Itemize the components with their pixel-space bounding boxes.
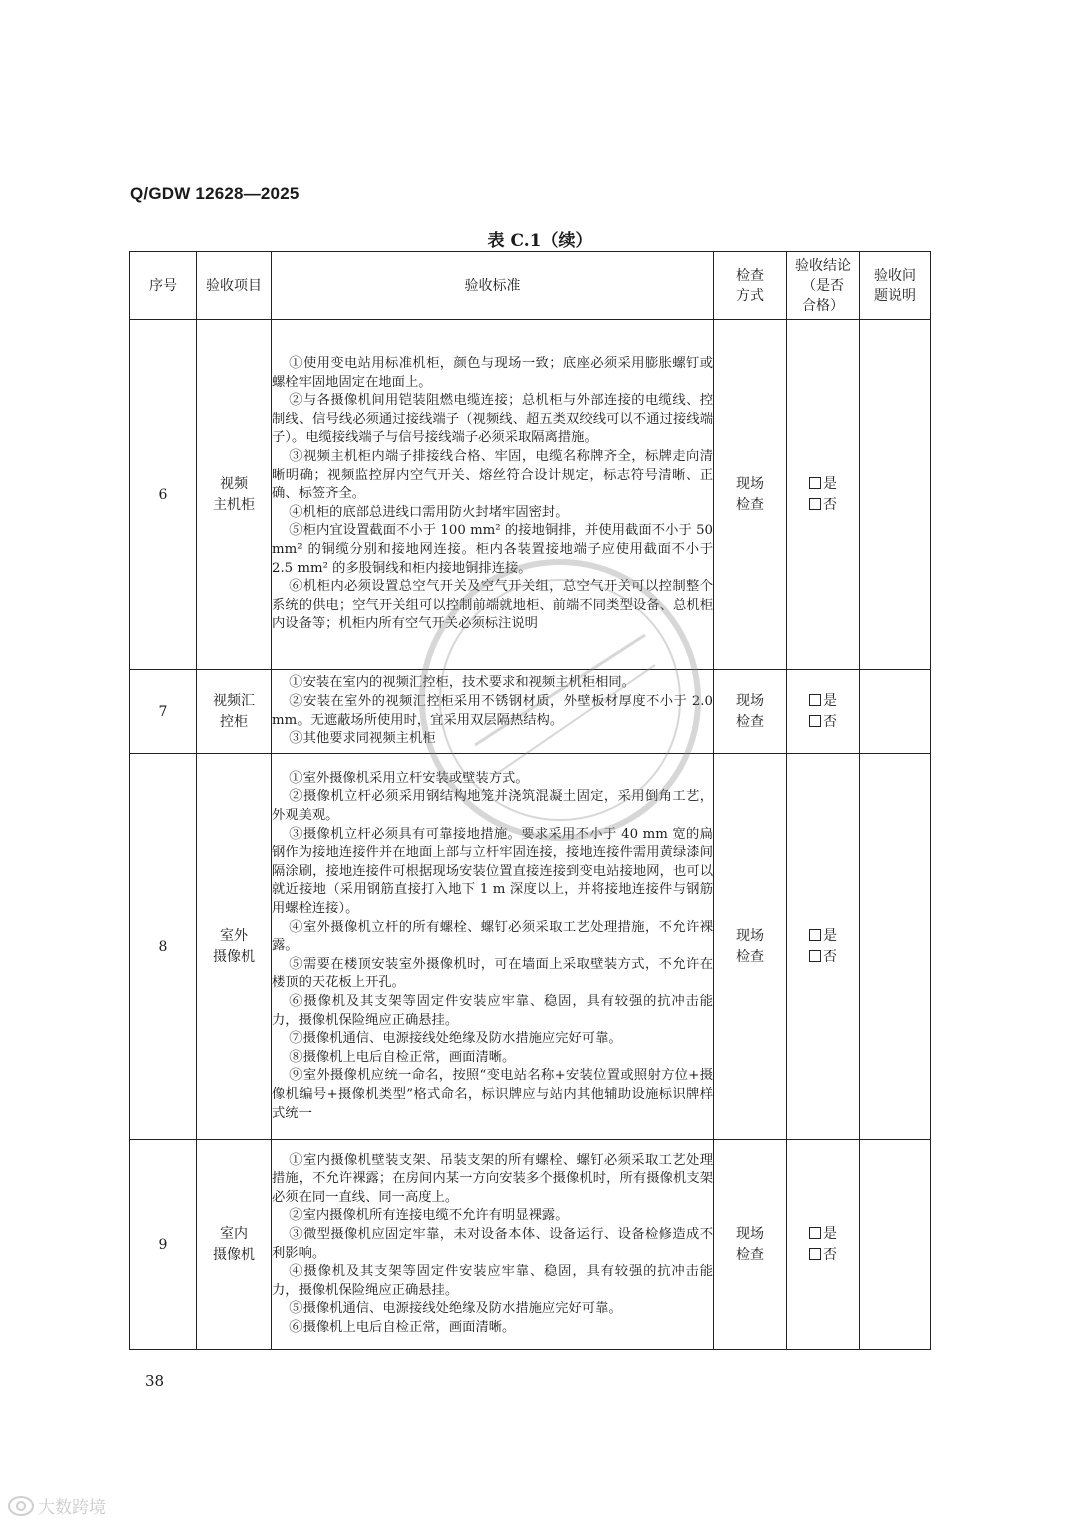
checkbox-icon[interactable] bbox=[809, 694, 821, 706]
row-method bbox=[714, 670, 787, 754]
row-method-line: 现场 bbox=[736, 927, 764, 944]
row-item-line: 室内 bbox=[220, 1225, 248, 1242]
row-method-line: 现场 bbox=[736, 692, 764, 709]
standard-clause: ④机柜的底部总进线口需用防火封堵牢固密封。 bbox=[289, 504, 569, 520]
row-item bbox=[197, 320, 272, 670]
table-row bbox=[130, 754, 931, 1140]
table-row bbox=[130, 1140, 931, 1350]
row-note[interactable] bbox=[860, 670, 931, 754]
row-note[interactable] bbox=[860, 754, 931, 1140]
standard-clause: ④摄像机及其支架等固定件安装应牢靠、稳固，具有较强的抗冲击能力，摄像机保险绳应正确悬挂。 bbox=[272, 1264, 713, 1298]
standard-clause: ⑨室外摄像机应统一命名，按照“变电站名称+安装位置或照射方位+摄像机编号+摄像机类型”格式命名，标识牌应与站内其他辅助设施标识牌样式统一 bbox=[272, 1068, 713, 1121]
row-note[interactable] bbox=[860, 320, 931, 670]
row-standards bbox=[272, 320, 714, 670]
row-result bbox=[787, 754, 860, 1140]
row-result bbox=[787, 670, 860, 754]
header-note bbox=[860, 252, 931, 320]
table-row bbox=[130, 670, 931, 754]
row-item-line: 摄像机 bbox=[213, 948, 255, 965]
standard-clause: ⑦摄像机通信、电源接线处绝缘及防水措施应完好可靠。 bbox=[289, 1031, 622, 1047]
row-item-line: 室外 bbox=[220, 927, 248, 944]
page-number: 38 bbox=[145, 1372, 165, 1390]
checkbox-icon[interactable] bbox=[809, 498, 821, 510]
row-number: 8 bbox=[130, 754, 197, 1140]
row-item-line: 主机柜 bbox=[213, 496, 255, 513]
watermark-logo-icon bbox=[8, 1496, 34, 1516]
result-yes-label: 是 bbox=[823, 692, 837, 709]
row-standards bbox=[272, 1140, 714, 1350]
row-number: 9 bbox=[130, 1140, 197, 1350]
standard-clause: ⑥机柜内必须设置总空气开关及空气开关组，总空气开关可以控制整个系统的供电；空气开关组可以控制前端就地柜、前端不同类型设备、总机柜内设备等；机柜内所有空气开关必须标注说明 bbox=[272, 579, 713, 632]
row-result bbox=[787, 1140, 860, 1350]
row-method bbox=[714, 754, 787, 1140]
standard-clause: ①室内摄像机壁装支架、吊装支架的所有螺栓、螺钉必须采取工艺处理措施，不允许裸露；在房间内某一方向安装多个摄像机时，所有摄像机支架必须在同一直线、同一高度上。 bbox=[272, 1152, 713, 1205]
header-item: 验收项目 bbox=[197, 252, 272, 320]
row-item bbox=[197, 754, 272, 1140]
document-code: Q/GDW 12628—2025 bbox=[130, 184, 300, 203]
result-yes-label: 是 bbox=[823, 1225, 837, 1242]
standard-clause: ②安装在室外的视频汇控柜采用不锈钢材质，外壁板材厚度不小于 2.0 mm。无遮蔽场所使用时，宜采用双层隔热结构。 bbox=[272, 693, 713, 728]
header-note-line: 题说明 bbox=[874, 287, 916, 304]
table-row bbox=[130, 320, 931, 670]
row-method-line: 现场 bbox=[736, 1225, 764, 1242]
acceptance-table bbox=[129, 251, 931, 1350]
row-standards bbox=[272, 670, 714, 754]
standard-clause: ⑥摄像机及其支架等固定件安装应牢靠、稳固，具有较强的抗冲击能力，摄像机保险绳应正确悬挂。 bbox=[272, 993, 713, 1028]
table-header-row bbox=[130, 252, 931, 320]
row-item-line: 控柜 bbox=[220, 713, 248, 730]
table-title: 表 C.1（续） bbox=[487, 231, 593, 251]
header-standard: 验收标准 bbox=[272, 252, 714, 320]
standard-clause: ③其他要求同视频主机柜 bbox=[289, 731, 436, 747]
checkbox-icon[interactable] bbox=[809, 950, 821, 962]
header-result-line: （是否 bbox=[802, 277, 844, 294]
header-no: 序号 bbox=[130, 252, 197, 320]
standard-clause: ③摄像机立杆必须具有可靠接地措施。要求采用不小于 40 mm 宽的扁钢作为接地连接件并在地面上部与立杆牢固连接，接地连接件需用黄绿漆间隔涂刷，接地连接件可根据现场安装位置直接连接到变电站接地网，也可以就近接地（采用钢筋直接打入地下 1 m 深度以上，并将接地连接件与钢筋用螺栓连接）。 bbox=[272, 826, 713, 917]
header-method-line: 检查 bbox=[736, 267, 764, 284]
row-item bbox=[197, 670, 272, 754]
standard-clause: ⑤柜内宜设置截面不小于 100 mm² 的接地铜排，并使用截面不小于 50 mm² 的铜缆分别和接地网连接。柜内各装置接地端子应使用截面不小于 2.5 mm² 的多股铜线和柜内接地铜排连接。 bbox=[272, 523, 713, 576]
standard-clause: ①使用变电站用标准机柜，颜色与现场一致；底座必须采用膨胀螺钉或螺栓牢固地固定在地面上。 bbox=[272, 356, 713, 390]
watermark-text: 大数跨境 bbox=[38, 1498, 106, 1518]
row-method-line: 检查 bbox=[736, 948, 764, 965]
standard-clause: ④室外摄像机立杆的所有螺栓、螺钉必须采取工艺处理措施，不允许裸露。 bbox=[272, 919, 713, 954]
row-item-line: 视频汇 bbox=[213, 692, 255, 709]
row-standards bbox=[272, 754, 714, 1140]
result-no-label: 否 bbox=[823, 713, 837, 730]
header-method bbox=[714, 252, 787, 320]
watermark bbox=[8, 1493, 106, 1518]
standard-clause: ⑧摄像机上电后自检正常，画面清晰。 bbox=[289, 1049, 516, 1065]
result-no-label: 否 bbox=[823, 1246, 837, 1263]
standard-clause: ①安装在室内的视频汇控柜，技术要求和视频主机柜相同。 bbox=[289, 675, 635, 691]
row-item bbox=[197, 1140, 272, 1350]
header-result bbox=[787, 252, 860, 320]
standard-clause: ⑥摄像机上电后自检正常，画面清晰。 bbox=[289, 1319, 516, 1335]
standard-clause: ⑤摄像机通信、电源接线处绝缘及防水措施应完好可靠。 bbox=[289, 1301, 622, 1317]
standard-clause: ①室外摄像机采用立杆安装或壁装方式。 bbox=[289, 770, 529, 786]
row-method bbox=[714, 1140, 787, 1350]
row-note[interactable] bbox=[860, 1140, 931, 1350]
standard-clause: ②摄像机立杆必须采用钢结构地笼并浇筑混凝土固定，采用倒角工艺，外观美观。 bbox=[272, 789, 713, 824]
row-method-line: 现场 bbox=[736, 475, 764, 492]
header-result-line: 验收结论 bbox=[795, 257, 851, 274]
result-yes-label: 是 bbox=[823, 927, 837, 944]
checkbox-icon[interactable] bbox=[809, 477, 821, 489]
row-method-line: 检查 bbox=[736, 1246, 764, 1263]
checkbox-icon[interactable] bbox=[809, 1248, 821, 1260]
standard-clause: ②与各摄像机间用铠装阻燃电缆连接；总机柜与外部连接的电缆线、控制线、信号线必须通过接线端子（视频线、超五类双绞线可以不通过接线端子）。电缆接线端子与信号接线端子必须采取隔离措施。 bbox=[272, 393, 713, 446]
header-result-line: 合格） bbox=[802, 297, 844, 314]
standard-clause: ②室内摄像机所有连接电缆不允许有明显裸露。 bbox=[289, 1208, 569, 1224]
result-no-label: 否 bbox=[823, 948, 837, 965]
standard-clause: ③视频主机柜内端子排接线合格、牢固，电缆名称牌齐全，标牌走向清晰明确；视频监控屏内空气开关、熔丝符合设计规定，标志符号清晰、正确、标签齐全。 bbox=[272, 449, 713, 502]
header-method-line: 方式 bbox=[736, 287, 764, 304]
checkbox-icon[interactable] bbox=[809, 1227, 821, 1239]
row-number: 7 bbox=[130, 670, 197, 754]
row-method-line: 检查 bbox=[736, 496, 764, 513]
standard-clause: ⑤需要在楼顶安装室外摄像机时，可在墙面上采取壁装方式，不允许在楼顶的天花板上开孔。 bbox=[272, 956, 713, 991]
result-yes-label: 是 bbox=[823, 475, 837, 492]
row-method-line: 检查 bbox=[736, 713, 764, 730]
result-no-label: 否 bbox=[823, 496, 837, 513]
checkbox-icon[interactable] bbox=[809, 929, 821, 941]
row-item-line: 视频 bbox=[220, 475, 248, 492]
standard-clause: ③微型摄像机应固定牢靠，未对设备本体、设备运行、设备检修造成不利影响。 bbox=[272, 1226, 713, 1261]
row-method bbox=[714, 320, 787, 670]
row-number: 6 bbox=[130, 320, 197, 670]
checkbox-icon[interactable] bbox=[809, 715, 821, 727]
row-item-line: 摄像机 bbox=[213, 1246, 255, 1263]
header-note-line: 验收问 bbox=[874, 267, 916, 284]
row-result bbox=[787, 320, 860, 670]
